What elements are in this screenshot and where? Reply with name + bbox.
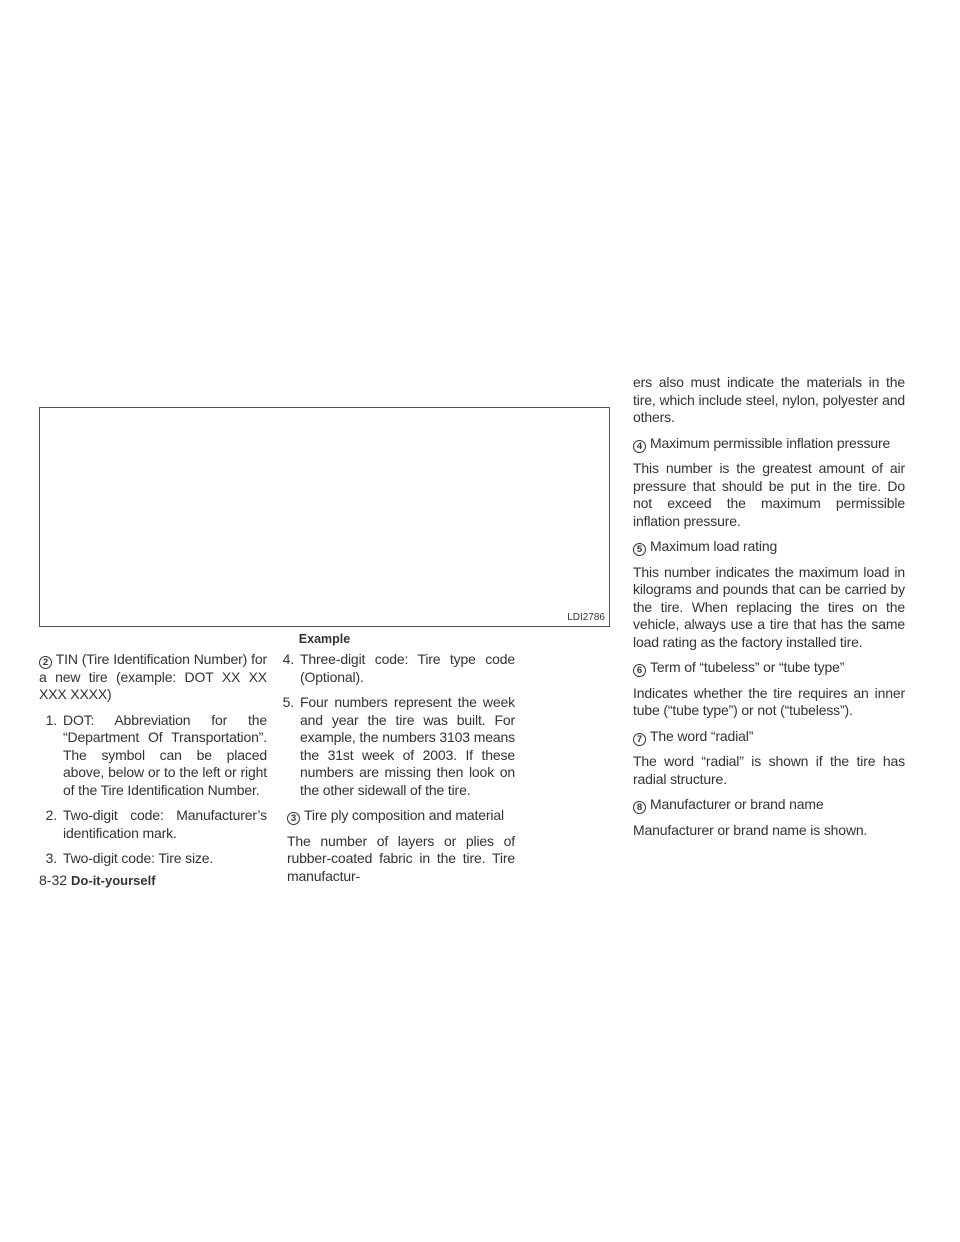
- section-tin-heading: [39, 651, 267, 704]
- tin-list: [37, 712, 267, 868]
- section-tubeless-heading: [633, 659, 905, 677]
- item-text: Two-digit code: Tire size.: [63, 850, 214, 866]
- section-body: The word “radial” is shown if the tire has radial structure.: [633, 753, 905, 787]
- tin-list-continued: [274, 651, 515, 799]
- circled-number-3-icon: 3: [287, 812, 300, 825]
- column-left: [39, 651, 267, 876]
- list-item: [37, 850, 267, 868]
- section-body: This number is the greatest amount of air pressure that should be put in the tire. Do not exceed the maximum permissible inflation pressure.: [633, 460, 905, 529]
- figure-caption: Example: [298, 632, 351, 646]
- column-middle: [282, 651, 515, 893]
- section-ply-heading: [287, 807, 515, 825]
- section-title: Term of “tubeless” or “tube type”: [650, 659, 845, 675]
- column-right: [633, 374, 905, 847]
- section-name: Do-it-yourself: [71, 873, 156, 888]
- item-text: Two-digit code: Manufacturer’s identification mark.: [63, 807, 267, 841]
- section-load-heading: [633, 538, 905, 556]
- section-body: Indicates whether the tire requires an inner tube (“tube type”) or not (“tubeless”).: [633, 684, 905, 718]
- section-radial-heading: [633, 728, 905, 746]
- item-number: 5.: [282, 694, 294, 710]
- section-title: Maximum load rating: [650, 538, 778, 554]
- item-number: 3.: [45, 850, 57, 866]
- circled-number-6-icon: 6: [633, 664, 646, 677]
- section-brand-heading: [633, 796, 905, 814]
- circled-number-5-icon: 5: [633, 543, 646, 556]
- circled-number-2-icon: 2: [39, 656, 52, 669]
- page-footer: [39, 872, 156, 888]
- item-text: Three-digit code: Tire type code (Optional).: [300, 651, 515, 685]
- item-number: 2.: [45, 807, 57, 823]
- circled-number-7-icon: 7: [633, 733, 646, 746]
- list-item: [37, 807, 267, 842]
- figure-id: LDI2786: [567, 612, 605, 623]
- item-text: Four numbers represent the week and year the tire was built. For example, the numbers 3103 means the 31st week of 2003. If these numbers are missing then look on the other sidewall of the tire.: [300, 694, 515, 798]
- item-number: 4.: [282, 651, 294, 667]
- section-title: Maximum permissible inflation pressure: [650, 434, 891, 451]
- item-number: 1.: [45, 711, 57, 728]
- list-item: [274, 694, 515, 799]
- section-body: This number indicates the maximum load in kilograms and pounds that can be carried by the tire. When replacing the tires on the vehicle, always use a tire that has the same load rating as the factory installed tire.: [633, 563, 905, 650]
- section-pressure-heading: [633, 435, 905, 453]
- circled-number-8-icon: 8: [633, 801, 646, 814]
- list-item: [37, 712, 267, 800]
- section-title: The word “radial”: [650, 727, 754, 744]
- section-body: Manufacturer or brand name is shown.: [633, 821, 868, 838]
- section-body: ers also must indicate the materials in the tire, which include steel, nylon, polyester and others.: [633, 374, 905, 425]
- page-number: 8-32: [39, 872, 68, 888]
- section-title: TIN (Tire Identification Number) for a new tire (example: DOT XX XX XXX XXXX): [39, 651, 267, 702]
- tire-example-figure: [39, 407, 610, 627]
- item-text: DOT: Abbreviation for the “Department Of Transportation”. The symbol can be placed above, below or to the left or right of the Tire Identification Number.: [63, 711, 267, 798]
- list-item: [274, 651, 515, 686]
- section-body: The number of layers or plies of rubber-coated fabric in the tire. Tire manufactur-: [287, 832, 515, 884]
- section-title: Tire ply composition and material: [304, 807, 504, 823]
- circled-number-4-icon: 4: [633, 440, 646, 453]
- section-title: Manufacturer or brand name: [650, 796, 824, 812]
